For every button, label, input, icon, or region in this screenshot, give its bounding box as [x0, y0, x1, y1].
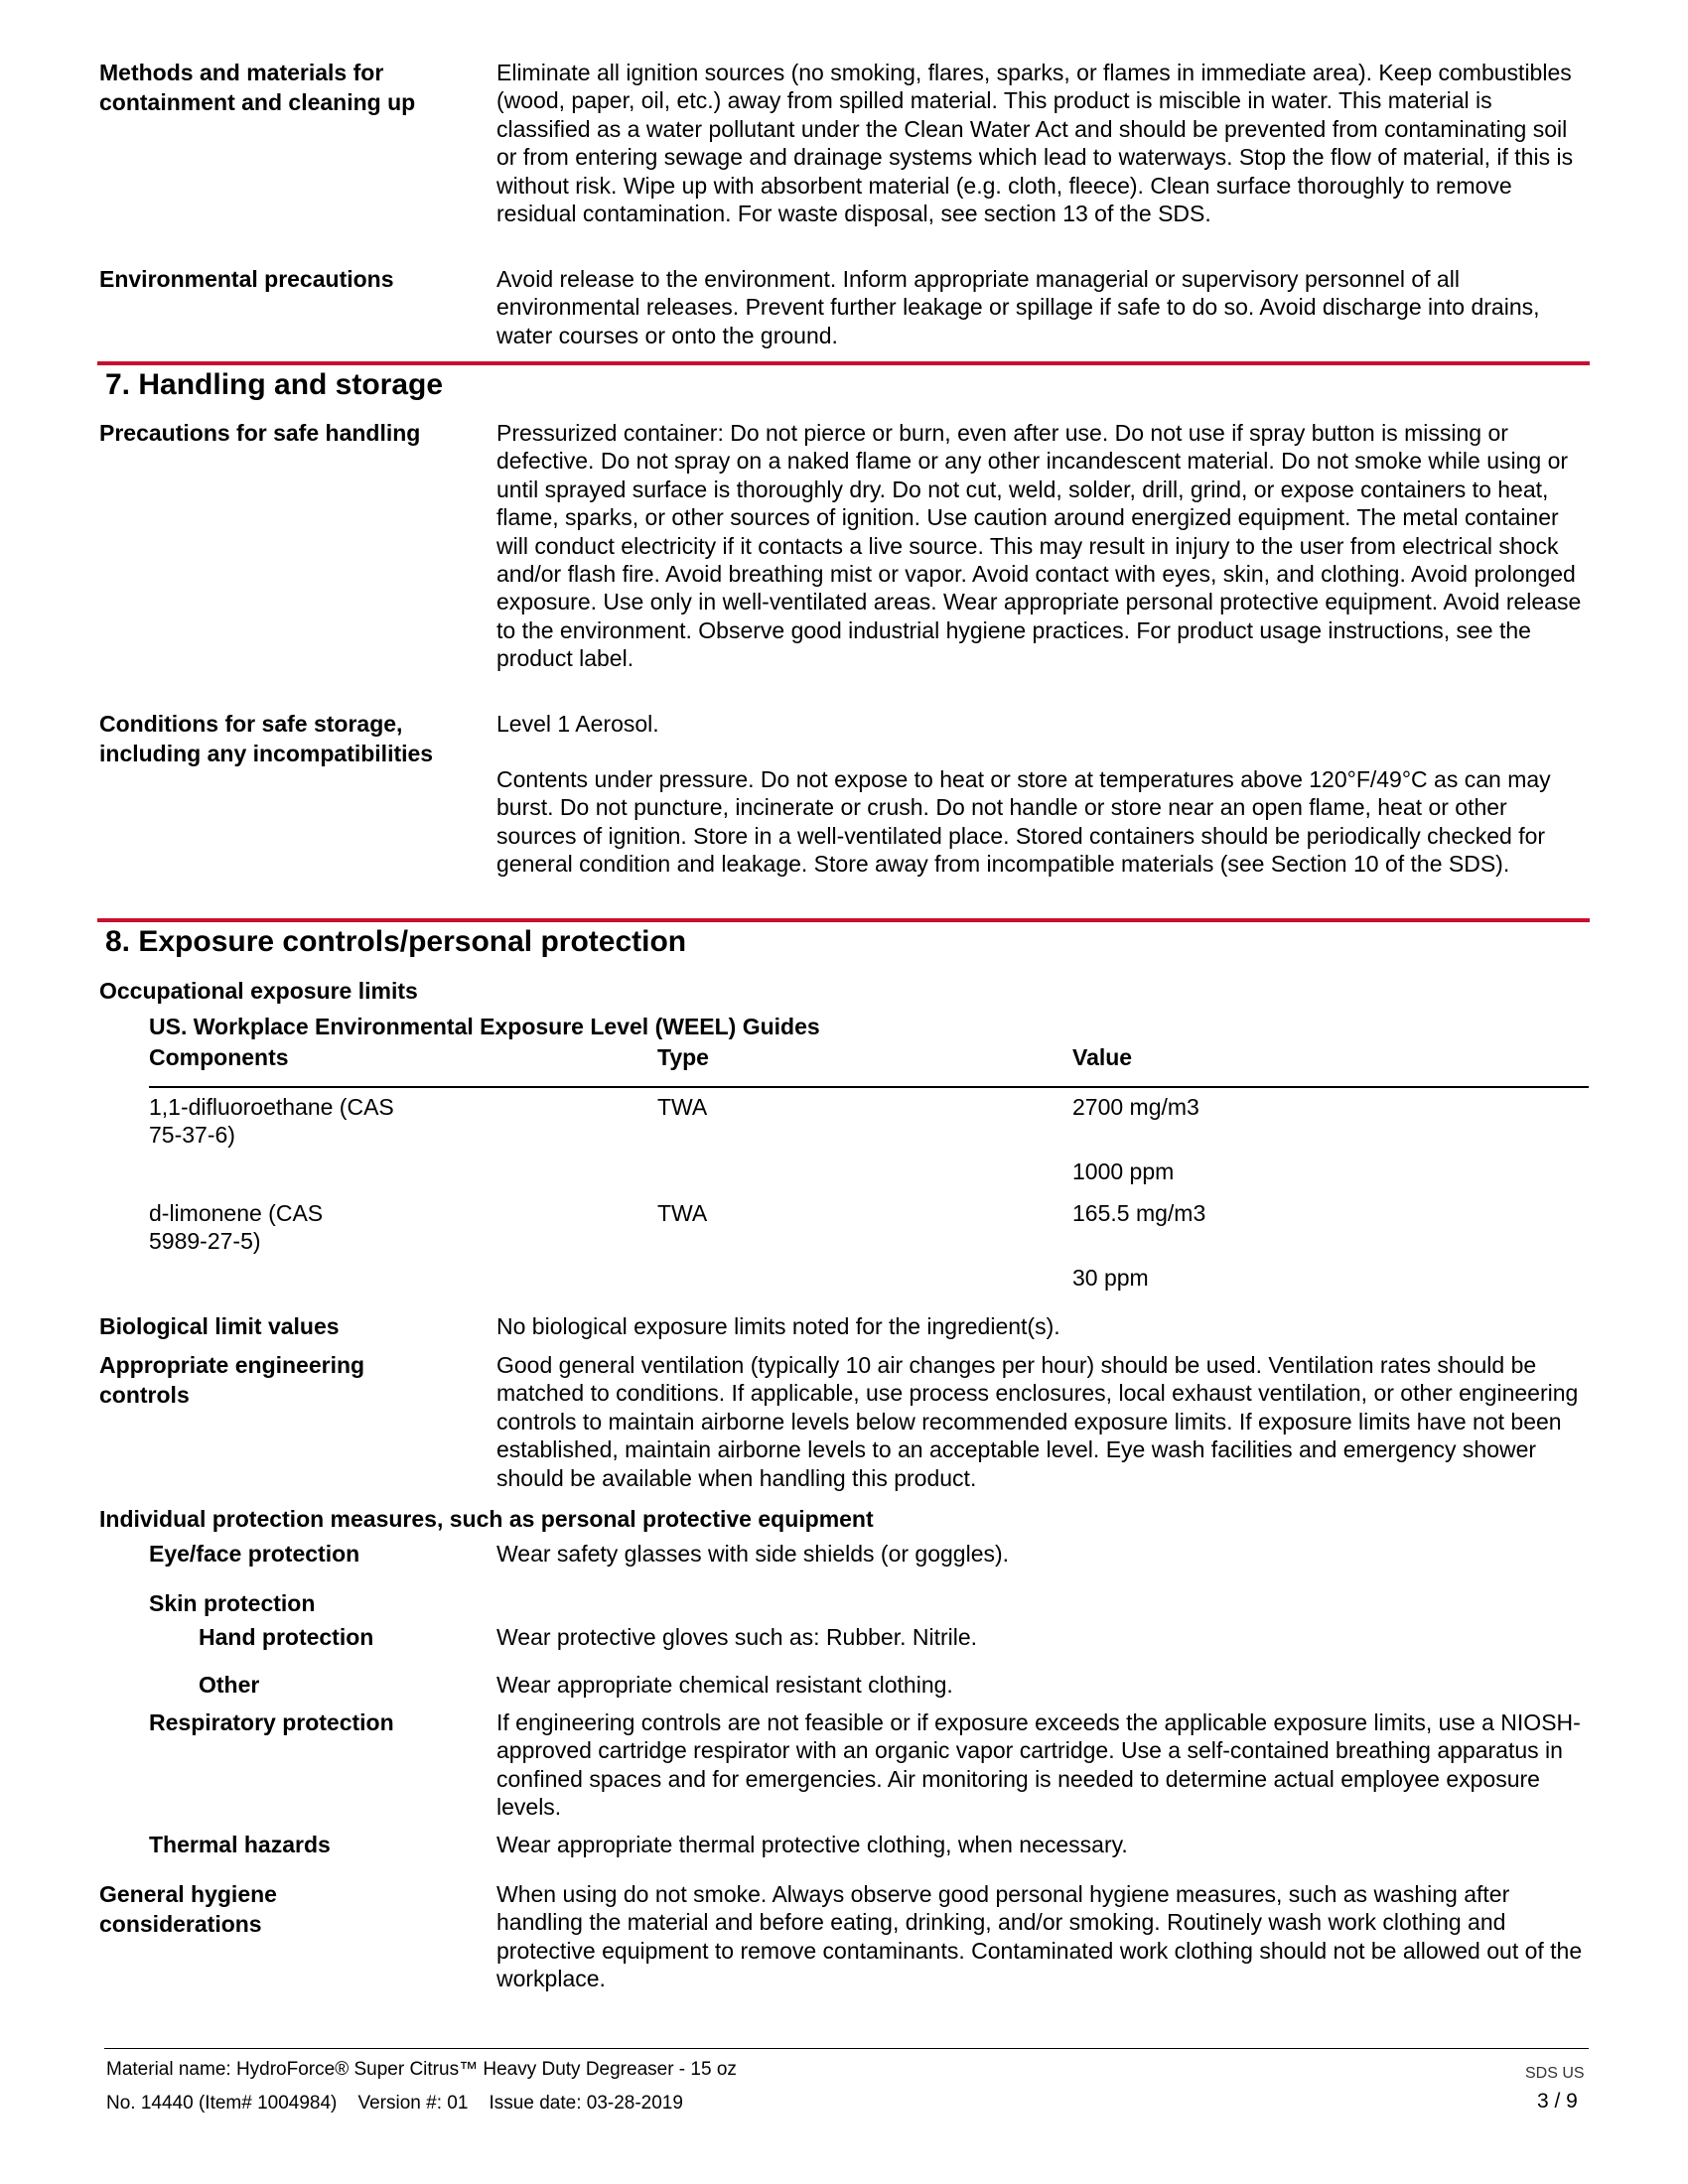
eye-protection-label: Eye/face protection — [149, 1541, 360, 1567]
respiratory-protection-label: Respiratory protection — [149, 1709, 394, 1735]
safe-handling-text: Pressurized container: Do not pierce or burn, even after use. Do not use if spray button is missing or defective. Do not spray on a naked flame or any other incandescent material. Do not smoke while using or until sprayed surface is thoroughly dry. Do not cut, weld, solder, drill, grind, or expose containers to heat, flame, sparks, or other sources of ignition. Use caution around energized equipment. The metal container will conduct electricity if it contacts a live source. This may result in injury to the user from electrical shock and/or flash fire. Avoid breathing mist or vapor. Avoid contact with eyes, skin, and clothing. Avoid prolonged exposure. Use only in well-ventilated areas. Wear appropriate personal protective equipment. Avoid release to the environment. Observe good industrial hygiene practices. For product usage instructions, see the product label. — [496, 420, 1582, 672]
occupational-exposure-label: Occupational exposure limits — [99, 978, 418, 1004]
table-row-2-component: d-limonene (CAS 5989-27-5) — [149, 1200, 324, 1255]
storage-conditions-text: Contents under pressure. Do not expose to heat or store at temperatures above 120°F/49°C as can may burst. Do not puncture, incinerate or crush. Do not handle or store near an open flame, heat or other sources of ignition. Store in a well-ventilated place. Stored containers should be periodically checked for general condition and leakage. Store away from incompatible materials (see Section 10 of the SDS). — [496, 766, 1551, 878]
other-protection-label: Other — [199, 1672, 260, 1698]
footer-page-number: 3 / 9 — [1537, 2090, 1578, 2113]
table-row-1-value-mg: 2700 mg/m3 — [1072, 1094, 1199, 1120]
biological-limits-label: Biological limit values — [99, 1313, 340, 1339]
thermal-hazards-label: Thermal hazards — [149, 1832, 331, 1857]
footer-material-name: Material name: HydroForce® Super Citrus™ Heavy Duty Degreaser - 15 oz — [106, 2059, 737, 2080]
respiratory-protection-text: If engineering controls are not feasible or if exposure exceeds the applicable exposure limits, use a NIOSH-approved cartridge respirator with an organic vapor cartridge. Use a self-contained breathing apparatus in confined spaces and for emergencies. Air monitoring is needed to determine actual employee exposure levels. — [496, 1709, 1581, 1821]
hygiene-label: General hygiene considerations — [99, 1881, 277, 1937]
table-row-2-type: TWA — [657, 1200, 708, 1226]
table-row-1-component: 1,1-difluoroethane (CAS 75-37-6) — [149, 1094, 394, 1149]
hand-protection-text: Wear protective gloves such as: Rubber. Nitrile. — [496, 1624, 978, 1650]
col-value: Value — [1072, 1044, 1133, 1070]
col-components: Components — [149, 1044, 289, 1070]
table-header-rule — [149, 1086, 1589, 1088]
environmental-precautions-text: Avoid release to the environment. Inform appropriate managerial or supervisory personnel of all environmental releases. Prevent further leakage or spillage if safe to do so. Avoid discharge into drains, water courses or onto the ground. — [496, 266, 1540, 348]
footer-rule — [104, 2048, 1589, 2049]
weel-table-title: US. Workplace Environmental Exposure Level (WEEL) Guides — [149, 1014, 820, 1039]
eye-protection-text: Wear safety glasses with side shields (or goggles). — [496, 1541, 1010, 1567]
engineering-controls-text: Good general ventilation (typically 10 air changes per hour) should be used. Ventilation rates should be matched to conditions. If applicable, use process enclosures, local exhaust ventilation, or other engineering controls to maintain airborne levels below recommended exposure limits. If exposure limits have not been established, maintain airborne levels to an acceptable level. Eye wash facilities and emergency shower should be available when handling this product. — [496, 1352, 1579, 1491]
col-type: Type — [657, 1044, 709, 1070]
footer-doc-info: No. 14440 (Item# 1004984) Version #: 01 Issue date: 03-28-2019 — [106, 2093, 683, 2114]
table-row-1-type: TWA — [657, 1094, 708, 1120]
ppe-heading: Individual protection measures, such as personal protective equipment — [99, 1506, 874, 1532]
safe-handling-label: Precautions for safe handling — [99, 420, 421, 446]
table-row-2-value-ppm: 30 ppm — [1072, 1265, 1149, 1291]
containment-text: Eliminate all ignition sources (no smoking, flares, sparks, or flames in immediate area). Keep combustibles (wood, paper, oil, etc.) away from spilled material. This product is miscible in water. This material is classified as a water pollutant under the Clean Water Act and should be prevented from contaminating soil or from entering sewage and drainage systems which lead to waterways. Stop the flow of material, if this is without risk. Wipe up with absorbent material (e.g. cloth, fleece). Clean surface thoroughly to remove residual contamination. For waste disposal, see section 13 of the SDS. — [496, 60, 1574, 227]
skin-protection-label: Skin protection — [149, 1590, 316, 1616]
hygiene-text: When using do not smoke. Always observe good personal hygiene measures, such as washing after handling the material and before eating, drinking, and/or smoking. Routinely wash work clothing and protective equipment to remove contaminants. Contaminated work clothing should not be allowed out of the workplace. — [496, 1881, 1583, 1992]
biological-limits-text: No biological exposure limits noted for the ingredient(s). — [496, 1313, 1060, 1339]
storage-level-text: Level 1 Aerosol. — [496, 711, 659, 737]
section-7-title: 7. Handling and storage — [105, 368, 444, 401]
table-row-2-value-mg: 165.5 mg/m3 — [1072, 1200, 1206, 1226]
section-7-divider — [97, 361, 1590, 365]
other-protection-text: Wear appropriate chemical resistant clothing. — [496, 1672, 953, 1698]
footer-sds-label: SDS US — [1525, 2065, 1585, 2082]
safe-storage-label: Conditions for safe storage, including any incompatibilities — [99, 711, 434, 766]
table-row-1-value-ppm: 1000 ppm — [1072, 1159, 1175, 1184]
engineering-controls-label: Appropriate engineering controls — [99, 1352, 365, 1408]
hand-protection-label: Hand protection — [199, 1624, 374, 1650]
environmental-precautions-label: Environmental precautions — [99, 266, 394, 292]
containment-label: Methods and materials for containment and cleaning up — [99, 60, 416, 115]
thermal-hazards-text: Wear appropriate thermal protective clothing, when necessary. — [496, 1832, 1128, 1857]
section-8-divider — [97, 918, 1590, 922]
section-8-title: 8. Exposure controls/personal protection — [105, 925, 687, 958]
